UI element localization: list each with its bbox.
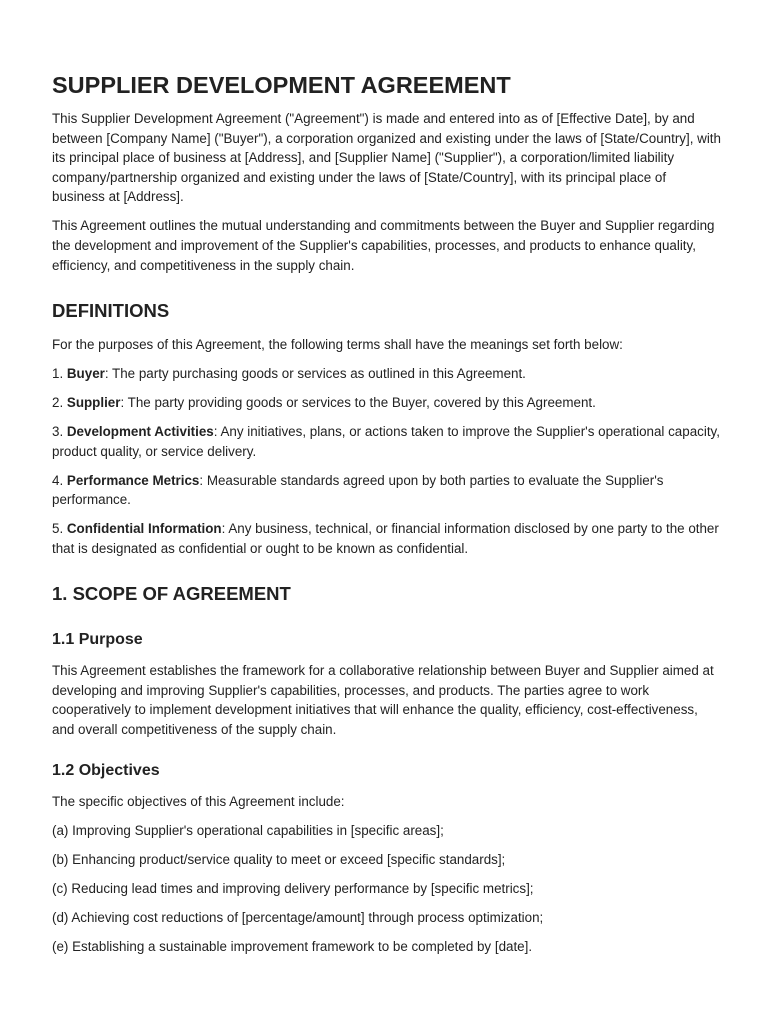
definition-text: : Measurable standards agreed upon by both parties to evaluate the Supplier's performance. [52,472,664,508]
objectives-lead: The specific objectives of this Agreement include: [52,793,345,809]
purpose-heading: 1.1 Purpose [52,631,143,649]
definition-number: 1. [52,365,67,381]
document-title: SUPPLIER DEVELOPMENT AGREEMENT [52,72,511,98]
definition-term: Buyer [66,365,105,381]
definition-item-5 [52,519,722,558]
definition-number: 4. [52,472,67,488]
intro-paragraph-2: This Agreement outlines the mutual understanding and commitments between the Buyer and Supplier regarding the development and improvement of the Supplier's capabilities, processes, and products to enhance quality, efficiency, and competitiveness in the supply chain. [52,218,715,273]
definitions-lead: For the purposes of this Agreement, the following terms shall have the meanings set forth below: [52,336,623,352]
scope-heading: 1. SCOPE OF AGREEMENT [52,583,291,605]
objective-item-c: (c) Reducing lead times and improving delivery performance by [specific metrics]; [52,881,534,897]
document-page [52,70,722,967]
definition-term: Development Activities [66,424,214,440]
definitions-heading: DEFINITIONS [52,299,170,321]
definition-text: : The party providing goods or services to the Buyer, covered by this Agreement. [120,394,596,410]
definition-term: Confidential Information [66,521,222,537]
definition-text: : The party purchasing goods or services as outlined in this Agreement. [104,365,526,381]
definition-number: 5. [52,521,67,537]
objective-item-b: (b) Enhancing product/service quality to meet or exceed [specific standards]; [52,852,506,868]
definition-number: 2. [52,394,67,410]
definition-item-2 [52,393,722,413]
definition-item-4 [52,471,722,510]
purpose-paragraph: This Agreement establishes the framework for a collaborative relationship between Buyer and Supplier aimed at developing and improving Supplier's capabilities, processes, and products. The parties agree to work cooperatively to implement development initiatives that will enhance the quality, efficiency, cost-effectiveness, and overall competitiveness of the supply chain. [52,663,714,737]
definition-text: : Any business, technical, or financial information disclosed by one party to the other that is designated as confidential or ought to be known as confidential. [52,521,719,556]
objective-item-a: (a) Improving Supplier's operational capabilities in [specific areas]; [52,823,444,839]
objective-item-d: (d) Achieving cost reductions of [percentage/amount] through process optimization; [52,910,544,926]
definition-text: : Any initiatives, plans, or actions taken to improve the Supplier's operational capacity, product quality, or service delivery. [52,424,720,459]
definition-number: 3. [52,424,67,440]
objective-item-e: (e) Establishing a sustainable improvement framework to be completed by [date]. [52,939,533,955]
definition-term: Supplier [66,394,121,410]
definition-term: Performance Metrics [66,472,200,488]
definition-item-3 [52,422,722,461]
intro-paragraph-1: This Supplier Development Agreement ("Agreement") is made and entered into as of [Effective Date], by and between [Company Name] ("Buyer"), a corporation organized and existing under the laws of [State/Country], with its principal place of business at [Address], and [Supplier Name] ("Supplier"), a corporation/limited liability company/partnership organized and existing under the laws of [State/Country], with its principal place of business at [Address]. [52,111,721,205]
objectives-heading: 1.2 Objectives [52,761,160,779]
definition-item-1 [52,364,722,384]
